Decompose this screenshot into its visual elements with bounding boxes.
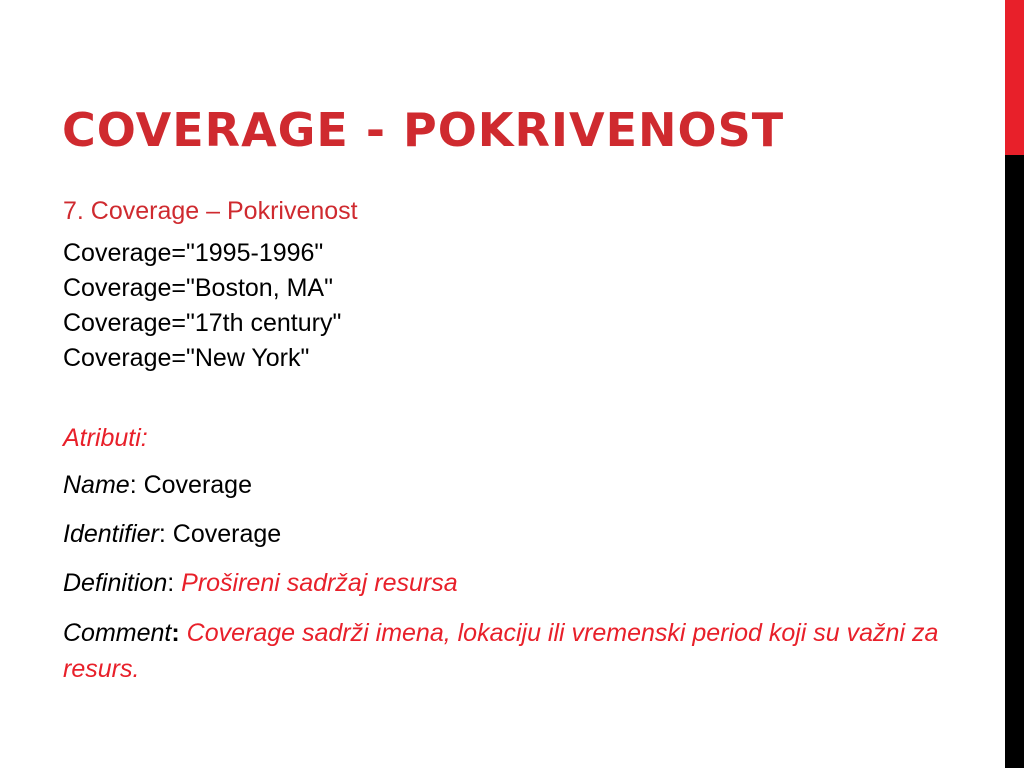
side-accent-bar-red <box>1005 0 1024 155</box>
attribute-separator: : <box>158 520 173 548</box>
attribute-definition-row <box>63 566 963 600</box>
attribute-key: Definition <box>63 569 168 597</box>
example-line: Coverage="17th century" <box>63 309 342 337</box>
attribute-separator: : <box>171 619 187 647</box>
attribute-key: Comment <box>63 619 172 647</box>
example-line: Coverage="Boston, MA" <box>63 274 333 302</box>
attributes-heading: Atributi: <box>63 424 148 452</box>
example-line: Coverage="1995-1996" <box>63 239 324 267</box>
attribute-separator: : <box>167 569 182 597</box>
example-line: Coverage="New York" <box>63 344 310 372</box>
attribute-value: Coverage <box>143 471 252 499</box>
attribute-key: Identifier <box>63 520 159 548</box>
examples-block <box>63 236 963 376</box>
attribute-value: Coverage sadrži imena, lokaciju ili vremenski period koji su važni za resurs. <box>63 619 939 683</box>
slide-title: COVERAGE - POKRIVENOST <box>62 103 785 157</box>
section-subtitle: 7. Coverage – Pokrivenost <box>63 197 358 225</box>
attribute-value: Prošireni sadržaj resursa <box>181 569 458 597</box>
attribute-name-row <box>63 468 963 502</box>
attribute-comment-row <box>63 615 963 687</box>
attribute-value: Coverage <box>172 520 282 548</box>
attribute-separator: : <box>129 471 144 499</box>
attribute-key: Name <box>63 471 130 499</box>
side-accent-bar-black <box>1005 155 1024 768</box>
slide-content <box>63 194 963 702</box>
attribute-identifier-row <box>63 517 963 551</box>
